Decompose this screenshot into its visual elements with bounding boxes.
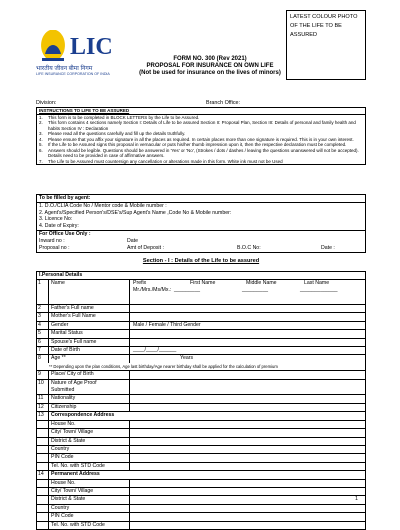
agent-box — [36, 194, 366, 253]
personal-details-table — [36, 271, 366, 530]
agent-line-code[interactable]: 1. D.O./CLIA Code No / Mentor code & Mobile number : — [39, 202, 167, 209]
table-row: City/ Town/ Village — [37, 488, 365, 496]
section-title: Section - I : Details of the Life to be assured — [142, 258, 260, 264]
table-row: House No. — [37, 421, 365, 429]
table-row: 13 Correspondence Address — [37, 412, 365, 420]
table-row: PIN Code — [37, 454, 365, 462]
logo-hindi: भारतीय जीवन बीमा निगम — [36, 66, 93, 72]
instruction-item: 2. This form contains 4 sections namely Section I: Details of Life to be assured Section II: Proposal Plan, Section III: Details of personal and family health and habits Section IV : Declaration — [39, 120, 356, 131]
division-row — [36, 100, 366, 106]
branch-office-label: Branch Office: — [206, 100, 241, 106]
lic-logo — [36, 24, 126, 84]
table-row: 10 Nature of Age Proof — [37, 380, 365, 387]
personal-details-heading: I.Personal Details — [37, 272, 365, 280]
logo-english: LIFE INSURANCE CORPORATION OF INDIA — [36, 72, 110, 76]
agent-heading: To be filled by agent: — [37, 195, 365, 203]
table-row: 14 Permanent Address — [37, 471, 365, 479]
office-inward-row[interactable] — [37, 238, 365, 245]
table-row: 1 Name Prefix Mr./Mrs./Ms/Mx.: _________ First Name Middle Name _________ Last Name _____________ — [37, 280, 365, 305]
inward-label: Inward no : — [39, 237, 65, 244]
form-header — [130, 56, 290, 77]
table-row: 5 Marital Status — [37, 330, 365, 338]
table-row: PIN Code — [37, 513, 365, 521]
table-row: City/ Town/ Village — [37, 429, 365, 437]
table-row: Country — [37, 446, 365, 454]
instruction-item: 4. Please ensure that you affix your signature in all the places as required. In certain places more than one signature is required. This is in your own interest. — [39, 136, 354, 142]
table-row: District & State — [37, 438, 365, 446]
office-use-heading: For Office Use Only : — [39, 230, 91, 237]
division-label: Division: — [36, 100, 57, 106]
instruction-item: 7. The Life to be Assured must countersign any cancellation or alterations made in this form. White ink must not be Used — [39, 158, 283, 164]
form-number: FORM NO. 300 (Rev 2021) — [173, 56, 247, 62]
table-row: 4 Gender Male / Female / Third Gender — [37, 322, 365, 330]
proposal-label: Proposal no : — [39, 244, 70, 251]
office-proposal-row[interactable] — [37, 245, 365, 252]
table-row: 2 Father's Full name — [37, 305, 365, 313]
instruction-item: 5. If the Life to be Assured signs this proposal in vernacular or puts his/her thumb impression upon it, then the respective declaration must be completed. — [39, 142, 347, 147]
table-row: 12 Citizenship — [37, 404, 365, 412]
table-row: 6 Spouse's Full name — [37, 339, 365, 347]
inward-date-label: Date — [127, 237, 138, 244]
table-row: 9 Place/ City of Birth — [37, 371, 365, 379]
age-note-row: ** Depending upon the plan conditions, Age last birthday/Age nearer birthday shall be applied for the calculation of premium — [37, 363, 365, 371]
instruction-item: 6. Answers should be legible. Questions should be answered in 'Yes' or 'No', (Strokes / dots / dashes / leaving the questions unanswered will not be accepted). Details need to be provided in case of affirmative answers. — [39, 147, 359, 158]
page-number: 1 — [355, 496, 358, 502]
table-row: House No. — [37, 480, 365, 488]
instruction-item: 1. This form is to be completed in BLOCK LETTERS by the Life to be Assured. — [39, 114, 200, 120]
agent-line-expiry[interactable]: 4. Date of Expiry: — [37, 223, 365, 231]
table-row: 3 Mother's Full Name — [37, 313, 365, 321]
form-subtitle: (Not be used for insurance on the lives of minors) — [139, 70, 281, 76]
table-row: Tel. No. with STD Code — [37, 522, 365, 529]
agent-line-licence[interactable]: 3. Licence No: — [39, 216, 73, 223]
name-field[interactable]: Prefix Mr./Mrs./Ms/Mx.: _________ First Name Middle Name _________ Last Name _____________ — [133, 280, 338, 293]
table-row: 7 Date of Birth ____/____/______ — [37, 347, 365, 355]
agent-line-name[interactable]: 2. Agent's/Specified Person's/DSE's/Sup Agent's Name ,Code No & Mobile number: — [39, 209, 232, 216]
table-row: Country — [37, 505, 365, 513]
table-row: Submitted — [37, 387, 365, 395]
deposit-label: Amt of Deposit : — [127, 244, 164, 251]
form-title: PROPOSAL FOR INSURANCE ON OWN LIFE — [146, 63, 274, 69]
table-row: Tel. No. with STD Code — [37, 463, 365, 471]
table-row: 8 Age ** Years — [38, 355, 194, 362]
table-row: District & State — [37, 496, 365, 504]
boc-label: B.O.C No: — [237, 244, 261, 251]
instructions-heading: INSTRUCTIONS TO LIFE TO BE ASSURED — [37, 108, 365, 115]
logo-text: LIC — [70, 34, 113, 60]
instructions-box — [36, 107, 366, 165]
table-row: 11 Nationality — [37, 395, 365, 403]
instruction-item: 3. Please read all the questions carefully and fill up the details truthfully. — [39, 131, 186, 136]
photo-box[interactable]: LATEST COLOUR PHOTO OF THE LIFE TO BE ASSURED — [286, 10, 366, 80]
office-date-label: Date : — [321, 244, 335, 251]
